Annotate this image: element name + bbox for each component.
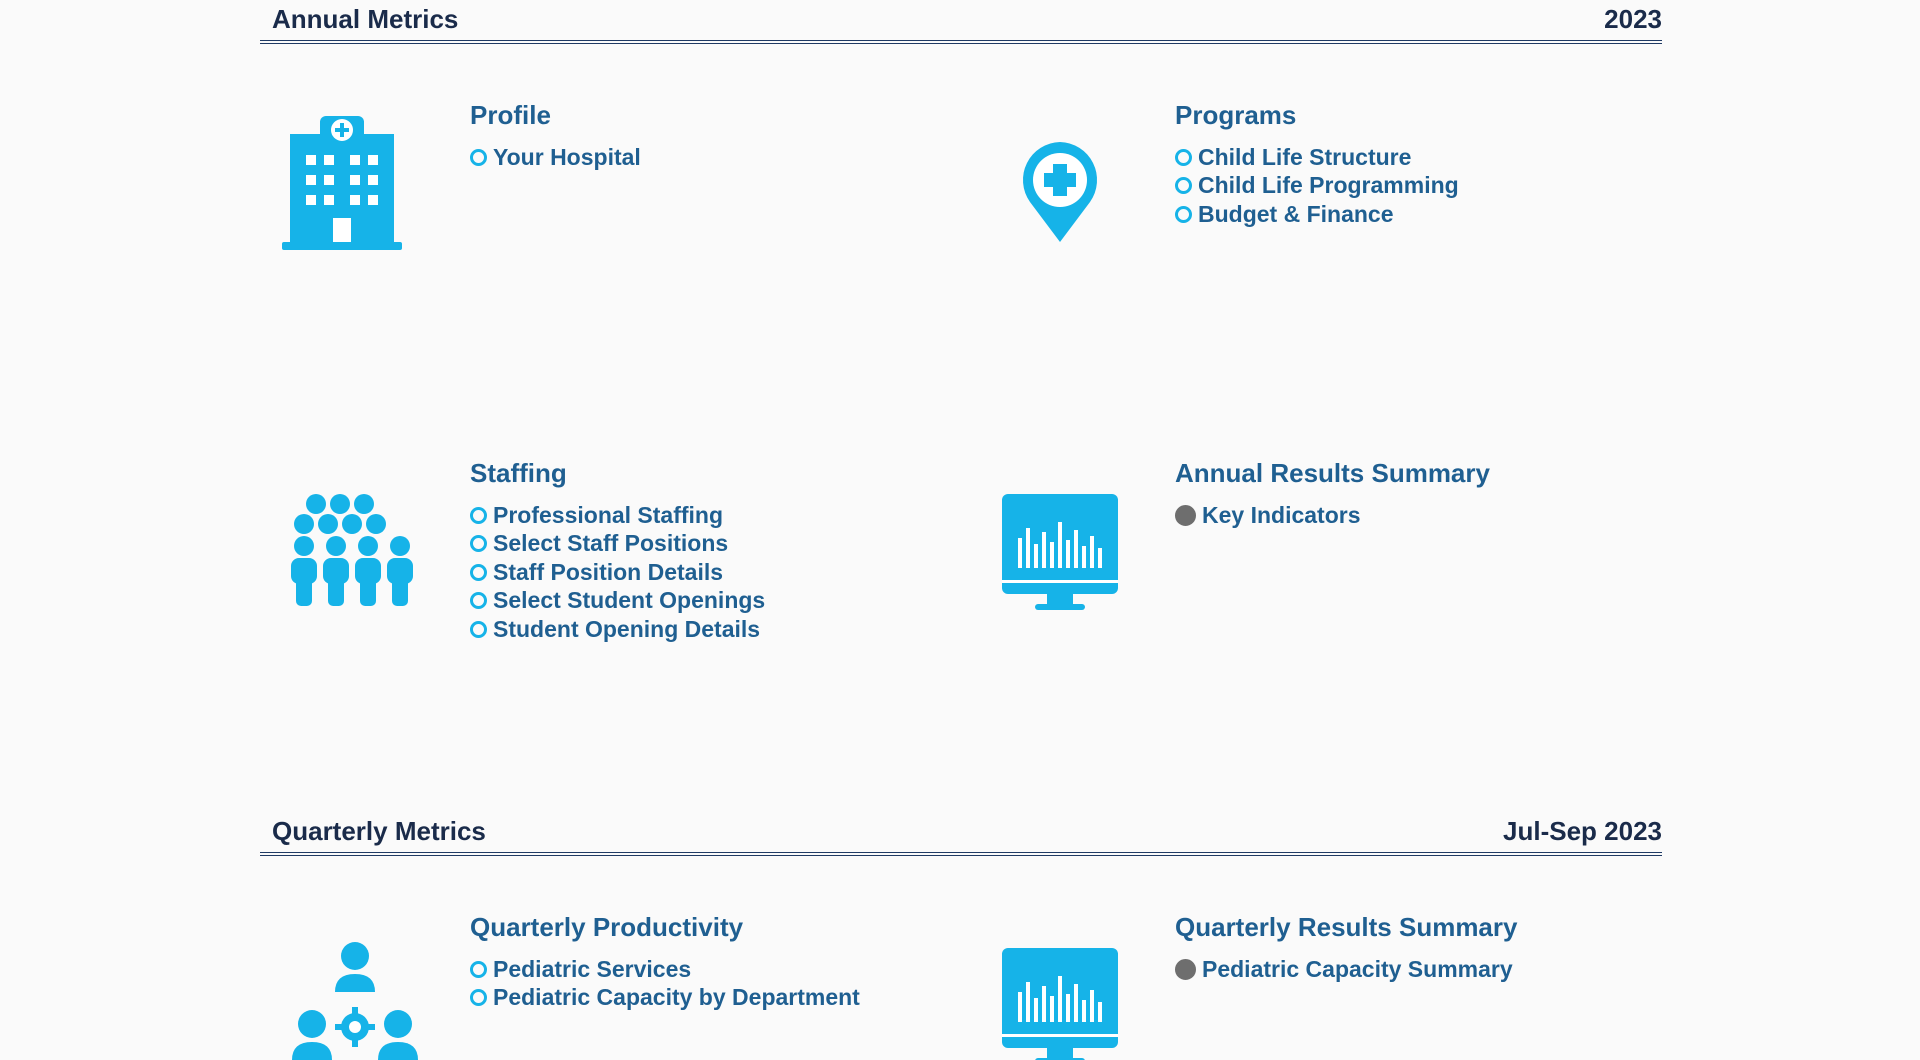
status-radio [470,592,487,609]
link-label: Pediatric Capacity Summary [1202,955,1513,982]
quarterly-results-content [1175,912,1575,984]
staffing-title: Staffing [470,458,567,488]
staffing-content [470,458,870,644]
quarterly-metrics-header [260,812,1662,856]
annual-results-content [1175,458,1575,530]
status-radio [1175,206,1192,223]
link-label: Student Opening Details [493,615,761,642]
medical-location-pin-icon [965,100,1125,260]
annual-metrics-header [260,0,1662,44]
hospital-icon [260,100,420,260]
programs-title: Programs [1175,100,1297,130]
link-label: Child Life Programming [1198,172,1459,199]
profile-content [470,100,870,172]
link-your-hospital[interactable] [470,143,870,172]
staffing-links [470,501,870,644]
programs-links [1175,143,1575,229]
link-label: Pediatric Services [493,955,692,982]
staff-group-icon [260,458,420,618]
link-pediatric-services[interactable] [470,955,870,984]
annual-results-links [1175,501,1575,530]
quarterly-productivity-content [470,912,870,1012]
link-label: Your Hospital [493,143,641,170]
status-radio [470,564,487,581]
quarterly-productivity-links [470,955,870,1012]
annual-results-title: Annual Results Summary [1175,458,1490,488]
annual-metrics-title: Annual Metrics [272,4,459,34]
status-radio [470,535,487,552]
link-select-staff-positions[interactable] [470,530,870,559]
status-radio [1175,177,1192,194]
programs-content [1175,100,1575,229]
status-radio [470,507,487,524]
link-staff-position-details[interactable] [470,558,870,587]
status-radio [470,989,487,1006]
link-pediatric-capacity-summary[interactable] [1175,955,1575,984]
status-radio [470,149,487,166]
link-key-indicators[interactable] [1175,501,1575,530]
quarterly-results-title: Quarterly Results Summary [1175,912,1518,942]
link-student-opening-details[interactable] [470,615,870,644]
link-select-student-openings[interactable] [470,587,870,616]
link-label: Staff Position Details [493,558,724,585]
link-label: Budget & Finance [1198,200,1394,227]
link-label: Child Life Structure [1198,143,1412,170]
link-professional-staffing[interactable] [470,501,870,530]
quarterly-productivity-title: Quarterly Productivity [470,912,744,942]
link-child-life-programming[interactable] [1175,172,1575,201]
status-radio-filled [1175,959,1196,980]
annual-metrics-period: 2023 [1604,4,1662,34]
profile-links [470,143,870,172]
link-budget-finance[interactable] [1175,200,1575,229]
link-label: Key Indicators [1202,501,1361,528]
quarterly-metrics-title: Quarterly Metrics [272,816,486,846]
quarterly-results-links [1175,955,1575,984]
link-label: Select Student Openings [493,587,766,614]
status-radio-filled [1175,505,1196,526]
profile-title: Profile [470,100,551,130]
monitor-chart-icon [965,458,1125,618]
status-radio [1175,149,1192,166]
link-label: Professional Staffing [493,501,724,528]
status-radio [470,961,487,978]
status-radio [470,621,487,638]
link-pediatric-capacity-by-department[interactable] [470,984,870,1013]
team-settings-icon [260,912,420,1060]
link-label: Select Staff Positions [493,530,729,557]
monitor-chart-icon [965,912,1125,1060]
quarterly-metrics-period: Jul-Sep 2023 [1503,816,1662,846]
link-child-life-structure[interactable] [1175,143,1575,172]
link-label: Pediatric Capacity by Department [493,984,860,1011]
